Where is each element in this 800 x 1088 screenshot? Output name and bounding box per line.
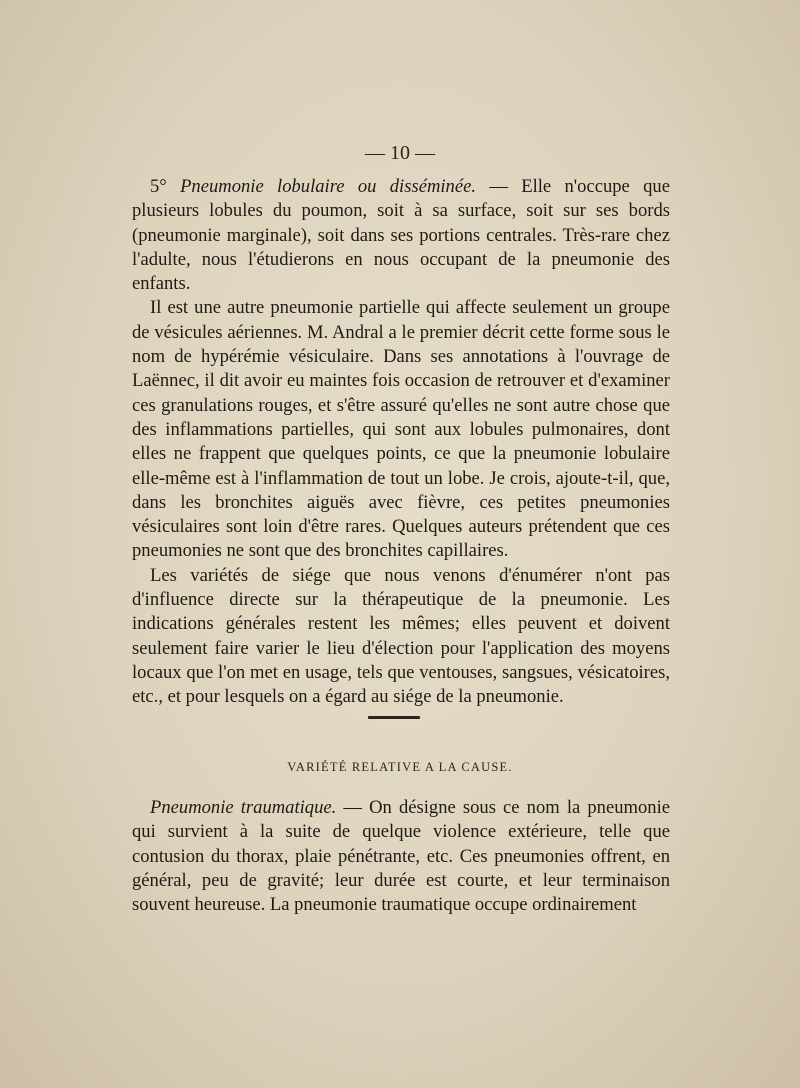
paragraph-site-varieties: Les variétés de siége que nous venons d'énumérer n'ont pas d'influence directe sur la thérapeutique de la pneumonie. Les indications générales restent les mêmes; elles peuvent et doivent seulement faire varier le lieu d'élection pour l'application des moyens locaux que l'on met en usage, tels que ventouses, sangsues, vésicatoires, etc., et pour lesquels on a égard au siége de la pneumonie.	[132, 564, 670, 708]
lower-text-block	[132, 796, 670, 917]
section-divider	[368, 716, 420, 719]
paragraph-text: — On désigne sous ce nom la pneumonie qui survient à la suite de quelque violence extérieure, telle que contusion du thorax, plaie pénétrante, etc. Ces pneumonies offrent, en général, peu de gravité; leur durée est courte, et leur terminaison souvent heureuse. La pneumonie traumatique occupe ordinairement	[132, 797, 670, 916]
paragraph-title: Pneumonie lobulaire ou disséminée.	[180, 176, 476, 197]
item-number: 5°	[150, 176, 167, 197]
page-number: — 10 —	[365, 142, 435, 164]
paragraph-title: Pneumonie traumatique.	[150, 797, 337, 818]
section-heading: VARIÉTÉ RELATIVE A LA CAUSE.	[287, 760, 513, 774]
upper-text-block	[132, 175, 670, 710]
paragraph-vesicular-pneumonia: Il est une autre pneumonie partielle qui affecte seulement un groupe de vésicules aériennes. M. Andral a le premier décrit cette forme sous le nom de hypérémie vésiculaire. Dans ses annotations à l'ouvrage de Laënnec, il dit avoir eu maintes fois occasion de retrouver et d'examiner ces granulations rouges, et s'être assuré qu'elles ne sont autre chose que des inflammations partielles, qui sont aux lobules pulmonaires, dont elles ne frappent que quelques points, ce que la pneumonie lobulaire elle-même est à l'inflammation de tout un lobe. Je crois, ajoute-t-il, que, dans les bronchites aiguës avec fièvre, ces petites pneumonies vésiculaires sont loin d'être rares. Quelques auteurs prétendent que ces pneumonies ne sont que des bronchites capillaires.	[132, 297, 670, 562]
paragraph-traumatic-pneumonia	[132, 796, 670, 917]
paragraph-text: — Elle n'occupe que plusieurs lobules du poumon, soit à sa surface, soit sur ses bords (pneumonie marginale), soit dans ses portions centrales. Très-rare chez l'adulte, nous l'étudierons en nous occupant de la pneumonie des enfants.	[132, 176, 670, 295]
paragraph-lobular-pneumonia	[132, 175, 670, 296]
